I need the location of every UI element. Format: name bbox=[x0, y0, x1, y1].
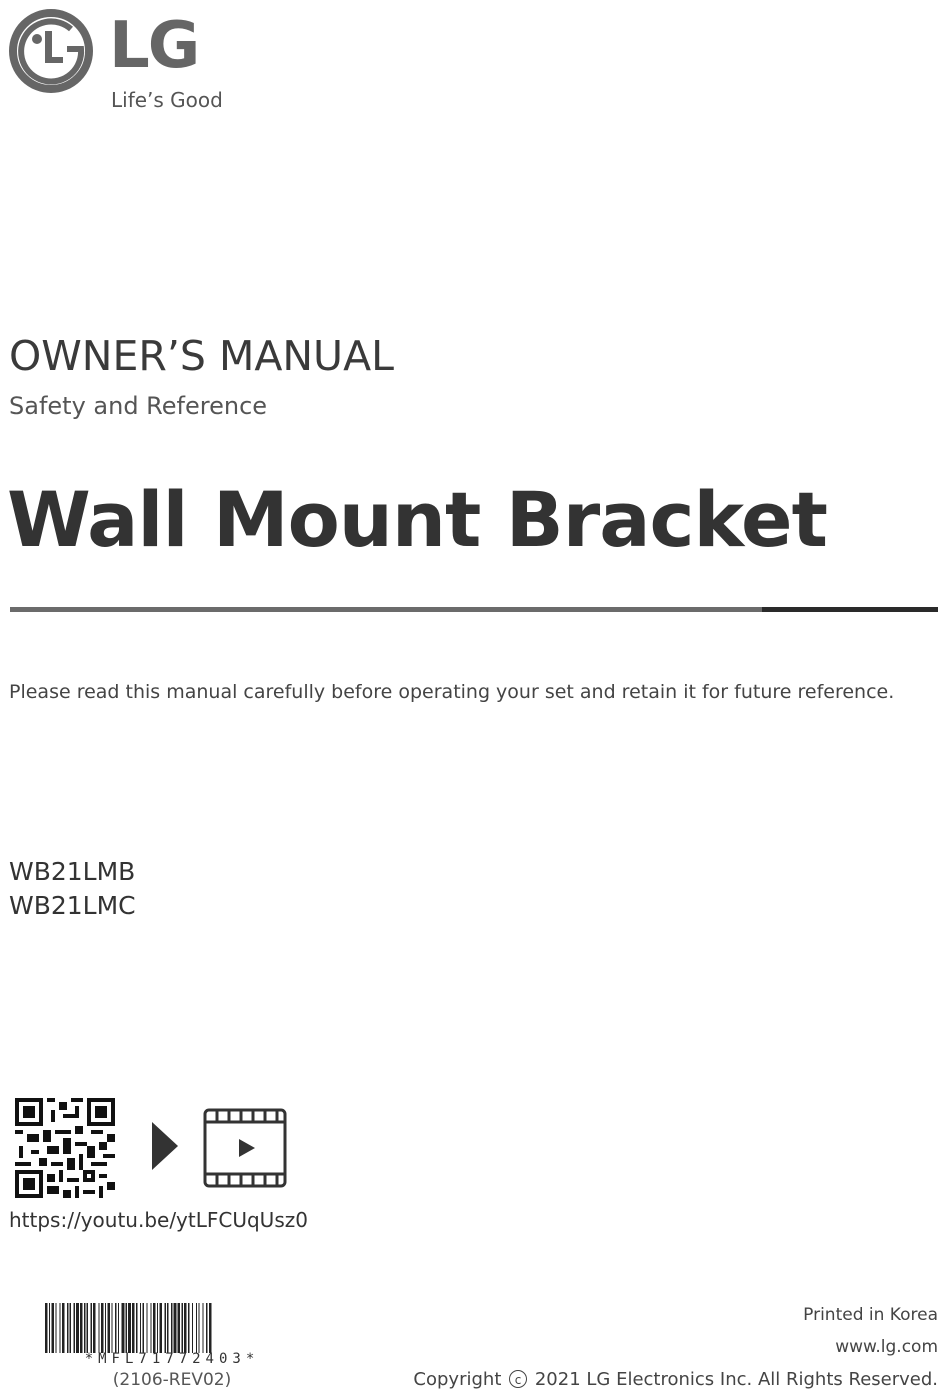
barcode-number: *MFL71772403* bbox=[84, 1351, 260, 1367]
logo-wordmark: LG bbox=[109, 9, 199, 83]
copyright-suffix: 2021 LG Electronics Inc. All Rights Reserved. bbox=[534, 1369, 938, 1390]
document-subtitle: Safety and Reference bbox=[9, 392, 268, 420]
video-url-link[interactable]: https://youtu.be/ytLFCUqUsz0 bbox=[9, 1208, 308, 1232]
model-number: WB21LMC bbox=[9, 891, 136, 920]
model-number: WB21LMB bbox=[9, 857, 136, 886]
qr-code-icon[interactable] bbox=[15, 1098, 115, 1198]
copyright-symbol: c bbox=[509, 1370, 527, 1388]
model-list bbox=[9, 855, 136, 923]
brand-tagline: Life’s Good bbox=[111, 88, 223, 112]
video-play-icon[interactable] bbox=[203, 1108, 287, 1192]
read-instruction: Please read this manual carefully before operating your set and retain it for future reference. bbox=[9, 681, 895, 703]
arrow-right-icon bbox=[152, 1122, 178, 1174]
copyright-prefix: Copyright bbox=[413, 1369, 502, 1390]
document-type: OWNER’S MANUAL bbox=[9, 332, 394, 380]
revision-code: (2106-REV02) bbox=[112, 1370, 232, 1390]
divider-dark bbox=[762, 607, 938, 612]
barcode-icon bbox=[45, 1303, 299, 1353]
copyright-line bbox=[413, 1369, 938, 1391]
printed-in: Printed in Korea bbox=[803, 1305, 938, 1325]
website-link[interactable]: www.lg.com bbox=[835, 1337, 938, 1357]
divider-light bbox=[10, 607, 762, 612]
product-title: Wall Mount Bracket bbox=[7, 475, 827, 564]
